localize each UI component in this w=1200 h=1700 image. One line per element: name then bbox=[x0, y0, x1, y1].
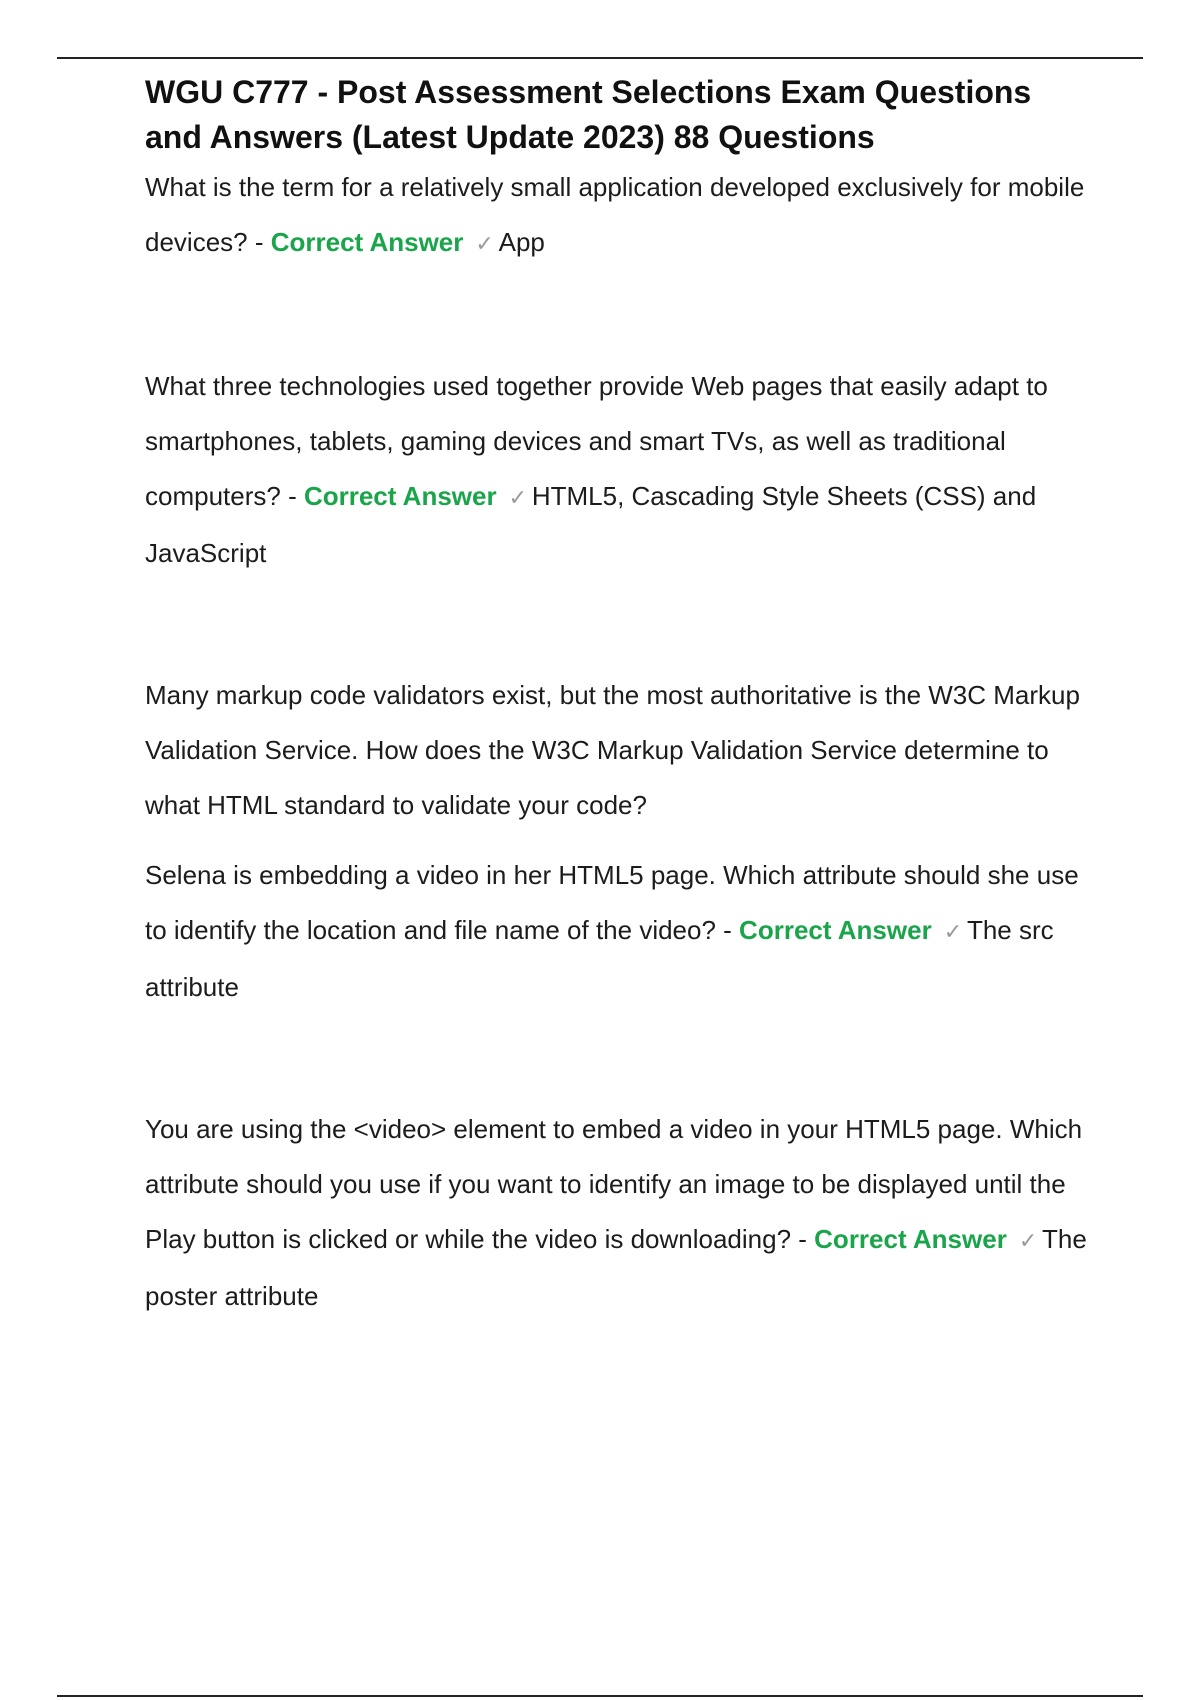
question-text: What three technologies used together provide Web pages that easily adapt to smartphones, tablets, gaming devices and smart TVs, as well as traditional computers? - bbox=[145, 371, 1048, 511]
correct-answer-label: Correct Answer bbox=[814, 1224, 1007, 1254]
circle-check-icon: ✓ bbox=[508, 486, 528, 511]
correct-answer-label: Correct Answer bbox=[739, 915, 932, 945]
answer-text: The poster attribute bbox=[145, 1224, 1087, 1311]
bottom-rule bbox=[57, 1695, 1143, 1697]
circle-check-icon: ✓ bbox=[1018, 1229, 1038, 1254]
top-rule bbox=[57, 57, 1143, 59]
spacer bbox=[145, 1015, 1095, 1102]
question-text: Many markup code validators exist, but the most authoritative is the W3C Markup Validation Service. How does the W3C Markup Validation Service determine to what HTML standard to validate your code? bbox=[145, 680, 1080, 820]
document-title: WGU C777 - Post Assessment Selections Exam Questions and Answers (Latest Update 2023) 88 Questions bbox=[145, 74, 1032, 155]
qa-item-1 bbox=[145, 160, 1095, 272]
correct-answer-label: Correct Answer bbox=[303, 481, 497, 511]
qa-item-2 bbox=[145, 359, 1095, 581]
spacer bbox=[145, 272, 1095, 359]
qa-item-5 bbox=[145, 1102, 1095, 1324]
question-text: Selena is embedding a video in her HTML5 page. Which attribute should she use to identify the location and file name of the video? - bbox=[145, 860, 1079, 945]
answer-text: The src attribute bbox=[145, 915, 1054, 1002]
question-text: What is the term for a relatively small application developed exclusively for mobile devices? - bbox=[145, 172, 1085, 257]
question-text: You are using the <video> element to embed a video in your HTML5 page. Which attribute should you use if you want to identify an image to be displayed until the Play button is clicked or while the video is downloading? - bbox=[145, 1114, 1083, 1254]
answer-text: App bbox=[498, 227, 545, 257]
document-body bbox=[145, 70, 1095, 1324]
circle-check-icon: ✓ bbox=[475, 232, 494, 257]
correct-answer-label: Correct Answer bbox=[270, 227, 464, 257]
circle-check-icon: ✓ bbox=[943, 920, 963, 945]
spacer bbox=[145, 833, 1095, 848]
answer-text: HTML5, Cascading Style Sheets (CSS) and JavaScript bbox=[145, 481, 1037, 568]
qa-item-4 bbox=[145, 848, 1095, 1015]
qa-item-3 bbox=[145, 668, 1095, 833]
spacer bbox=[145, 581, 1095, 668]
